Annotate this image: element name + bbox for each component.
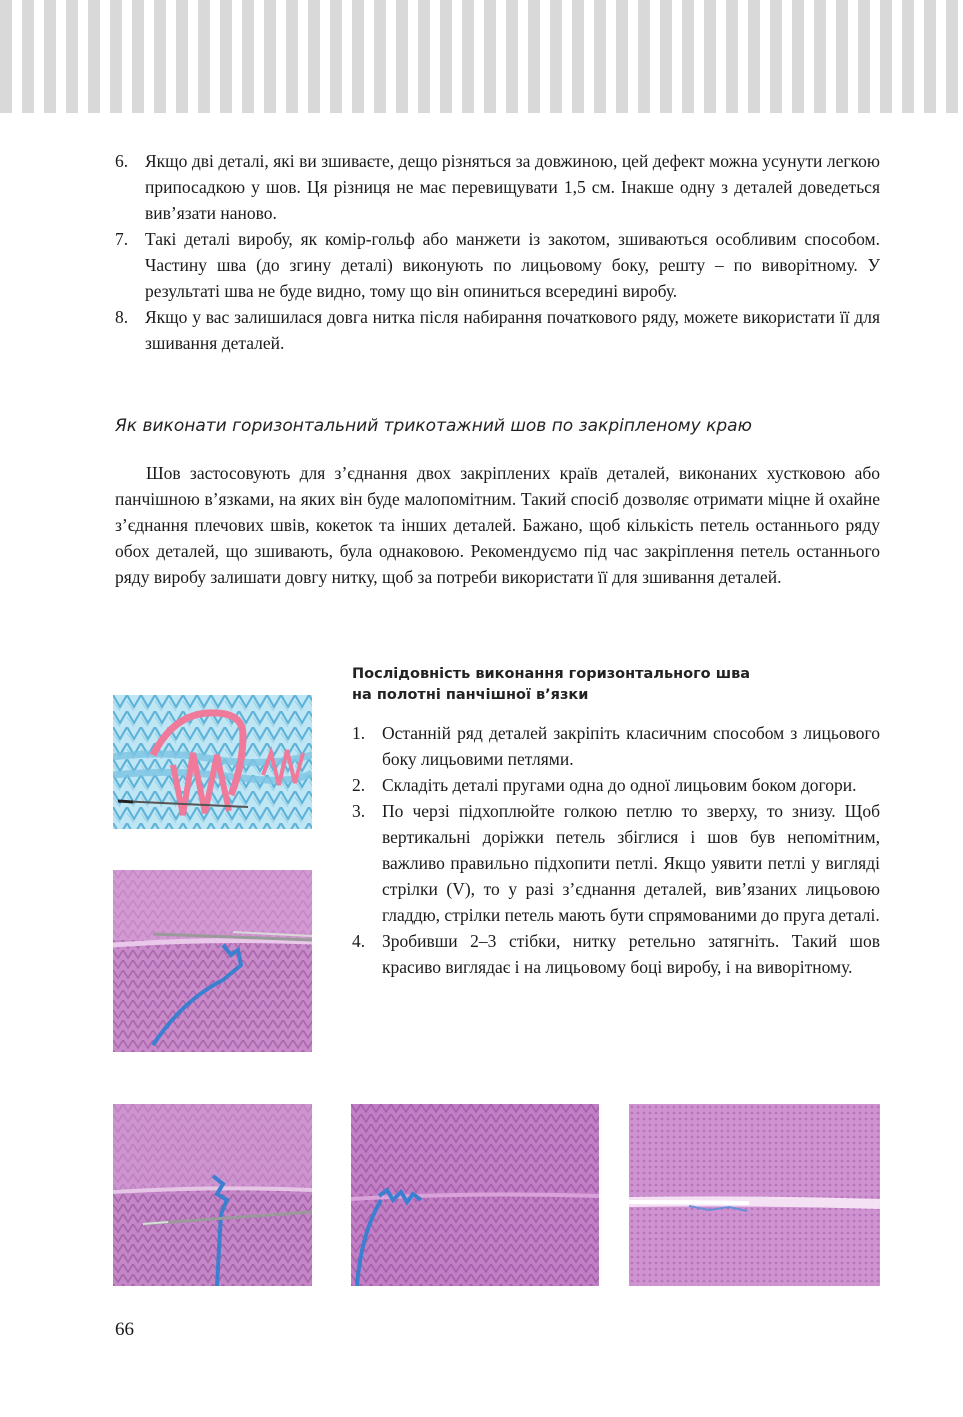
step-text: Зробивши 2–3 стібки, нитку ретельно затягніть. Такий шов красиво виглядає і на лицьовому боці виробу, і на виворітному. (382, 931, 880, 977)
step-text: По черзі підхоплюйте голкою петлю то зверху, то знизу. Щоб вертикальні доріжки петель збіглися і шов був непомітним, важливо правильно підхопити петлі. Якщо уявити петлі у вигляді стрілки (V), то у разі з’єднання деталей, вив’язаних лицьовою гладдю, стрілки петель мають бути спрямованими до пруга деталі. (382, 801, 880, 925)
list-item-number: 8. (115, 307, 129, 327)
step-text: Останній ряд деталей закріпіть класичним способом з лицьового боку лицьовими петлями. (382, 723, 880, 769)
list-item-text: Якщо дві деталі, які ви зшиваєте, дещо різняться за довжиною, цей дефект можна усунути легкою припосадкою у шов. Ця різниця не має перевищувати 1,5 см. Інакше одну з деталей доведеться вив’язати наново. (145, 151, 880, 223)
instruction-list-top (115, 148, 880, 356)
page-number: 66 (115, 1319, 134, 1340)
step-number: 2. (352, 775, 366, 795)
list-item (115, 148, 880, 226)
header-stripes (0, 0, 963, 113)
sequence-heading-line: на полотні панчішної в’язки (352, 687, 589, 703)
body-paragraph: Шов застосовують для з’єднання двох закріплених країв деталей, виконаних хустковою або панчішною в’язками, на яких він буде малопомітним. Такий спосіб дозволяє отримати міцне й охайне з’єднання плечових швів, кокеток та інших деталей. Бажано, щоб кількість петель останнього ряду обох деталей, що зшивають, була однаковою. Рекомендуємо під час закріплення петель останнього ряду виробу залишати довгу нитку, щоб за потреби використати її для зшивання деталей. (115, 463, 880, 587)
list-item (115, 304, 880, 356)
steps-list (352, 720, 880, 980)
list-item-text: Якщо у вас залишилася довга нитка після набирання початкового ряду, можете використати її для зшивання деталей. (145, 307, 880, 353)
stitch-diagram-image (113, 695, 312, 829)
knitting-photo-3 (351, 1104, 599, 1286)
knitting-photo-2 (113, 1104, 312, 1286)
step-number: 1. (352, 723, 366, 743)
list-item-text: Такі деталі виробу, як комір-гольф або манжети із закотом, зшиваються особливим способом. Частину шва (до згину деталі) виконують по лицьовому боку, решту – по виворітному. У результаті шва не буде видно, тому що він опиниться всередині виробу. (145, 229, 880, 301)
knitting-photo-4 (629, 1104, 880, 1286)
step-item (352, 772, 880, 798)
step-text: Складіть деталі пругами одна до одної лицьовим боком догори. (382, 775, 857, 795)
sequence-heading-line: Послідовність виконання горизонтального шва (352, 666, 751, 682)
list-item-number: 7. (115, 229, 129, 249)
section-subheading: Як виконати горизонтальний трикотажний шов по закріпленому краю (115, 416, 752, 436)
step-number: 4. (352, 931, 366, 951)
sequence-heading (352, 664, 880, 706)
step-number: 3. (352, 801, 366, 821)
step-item (352, 928, 880, 980)
list-item-number: 6. (115, 151, 129, 171)
knitting-photo-1 (113, 870, 312, 1052)
list-item (115, 226, 880, 304)
step-item (352, 798, 880, 928)
step-item (352, 720, 880, 772)
